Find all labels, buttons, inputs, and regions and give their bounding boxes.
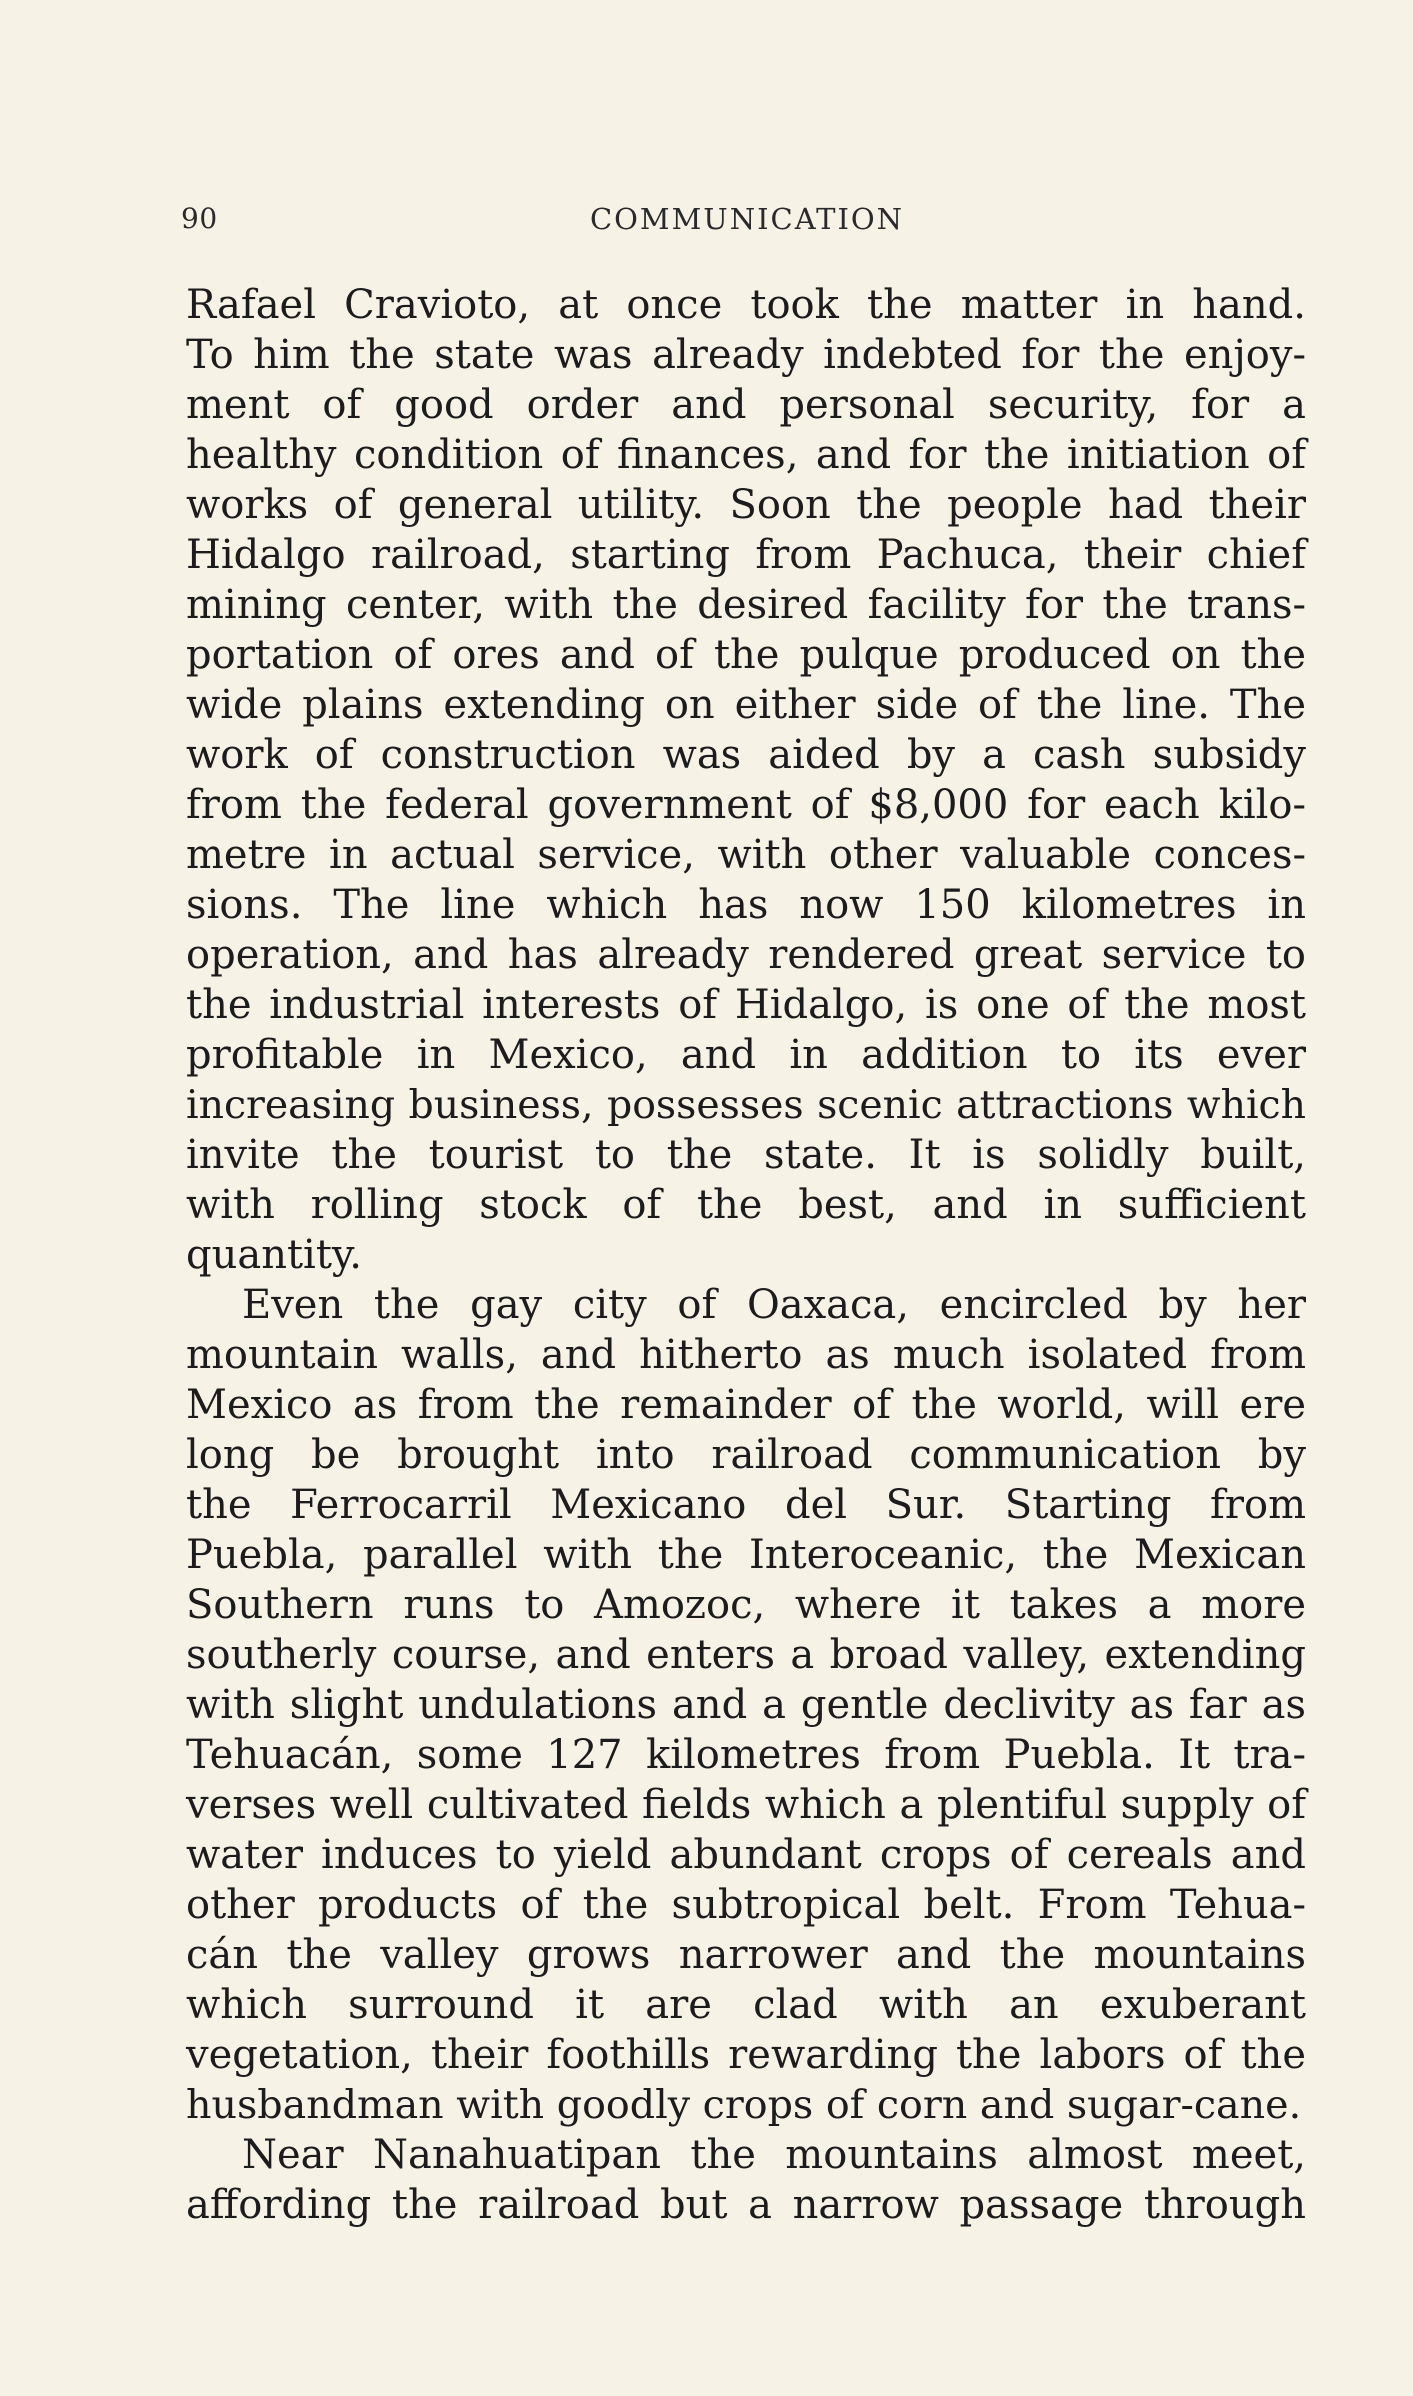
text-line: sions. The line which has now 150 kilometres in — [186, 882, 1306, 928]
text-line: Hidalgo railroad, starting from Pachuca, their chief — [186, 532, 1306, 578]
text-line: Rafael Cravioto, at once took the matter in hand. — [186, 282, 1306, 328]
text-line: portation of ores and of the pulque produced on the — [186, 632, 1306, 678]
text-line: Tehuacán, some 127 kilometres from Puebla. It tra- — [186, 1732, 1306, 1778]
text-line: water induces to yield abundant crops of cereals and — [186, 1832, 1306, 1878]
text-line: work of construction was aided by a cash subsidy — [186, 732, 1306, 778]
text-line: To him the state was already indebted for the enjoy- — [186, 332, 1306, 378]
text-line: Puebla, parallel with the Interoceanic, the Mexican — [186, 1532, 1306, 1578]
text-line: mining center, with the desired facility for the trans- — [186, 582, 1306, 628]
text-line: mountain walls, and hitherto as much isolated from — [186, 1332, 1306, 1378]
text-line: cán the valley grows narrower and the mountains — [186, 1932, 1306, 1978]
running-head: COMMUNICATION — [589, 202, 905, 236]
text-line: profitable in Mexico, and in addition to its ever — [186, 1032, 1306, 1078]
text-line: southerly course, and enters a broad valley, extending — [186, 1632, 1306, 1678]
text-line: ment of good order and personal security, for a — [186, 382, 1306, 428]
text-line: vegetation, their foothills rewarding the labors of the — [186, 2032, 1306, 2078]
text-line: husbandman with goodly crops of corn and sugar-cane. — [186, 2082, 1302, 2128]
page-number: 90 — [181, 202, 218, 235]
text-line: operation, and has already rendered great service to — [186, 932, 1306, 978]
text-line: the Ferrocarril Mexicano del Sur. Starting from — [186, 1482, 1306, 1528]
text-line: with slight undulations and a gentle declivity as far as — [186, 1682, 1306, 1728]
text-line: affording the railroad but a narrow passage through — [186, 2182, 1306, 2228]
text-line: invite the tourist to the state. It is solidly built, — [186, 1132, 1306, 1178]
text-line: metre in actual service, with other valuable conces- — [186, 832, 1306, 878]
text-line: which surround it are clad with an exuberant — [186, 1982, 1306, 2028]
body-text — [186, 280, 1306, 2230]
text-line: quantity. — [186, 1232, 362, 1278]
text-line: healthy condition of finances, and for the initiation of — [186, 432, 1306, 478]
text-line: works of general utility. Soon the people had their — [186, 482, 1306, 528]
text-line: verses well cultivated fields which a plentiful supply of — [186, 1782, 1306, 1828]
page-header — [181, 202, 1313, 242]
text-line: Even the gay city of Oaxaca, encircled by her — [242, 1282, 1306, 1328]
text-line: with rolling stock of the best, and in sufficient — [186, 1182, 1306, 1228]
text-line: Southern runs to Amozoc, where it takes a more — [186, 1582, 1306, 1628]
text-line: other products of the subtropical belt. From Tehua- — [186, 1882, 1306, 1928]
text-line: from the federal government of $8,000 for each kilo- — [186, 782, 1306, 828]
text-line: Mexico as from the remainder of the world, will ere — [186, 1382, 1306, 1428]
text-line: the industrial interests of Hidalgo, is one of the most — [186, 982, 1306, 1028]
text-line: wide plains extending on either side of the line. The — [186, 682, 1306, 728]
text-line: long be brought into railroad communication by — [186, 1432, 1306, 1478]
text-line: increasing business, possesses scenic attractions which — [186, 1082, 1306, 1128]
text-line: Near Nanahuatipan the mountains almost meet, — [242, 2132, 1306, 2178]
